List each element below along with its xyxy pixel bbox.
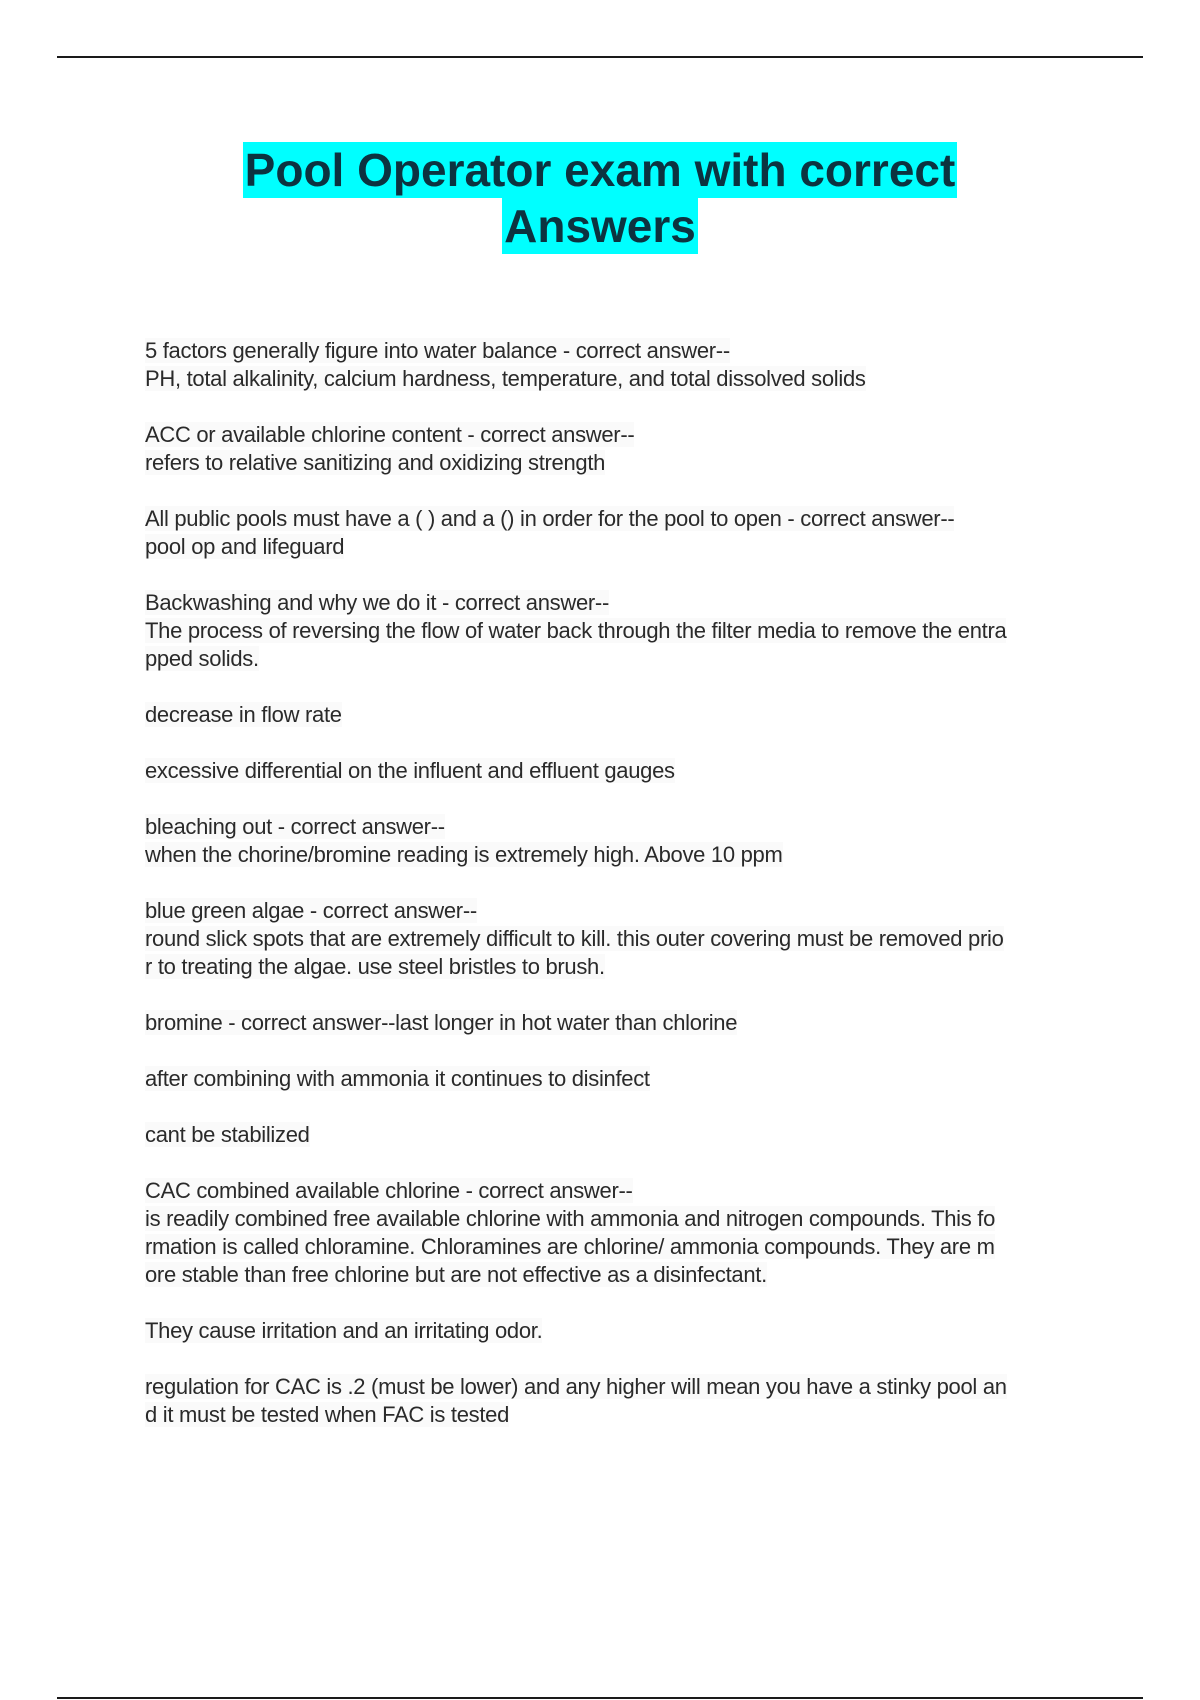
qa-paragraph [145, 897, 1095, 981]
text-line-content: refers to relative sanitizing and oxidizing strength [145, 450, 606, 475]
qa-paragraph [145, 1373, 1095, 1429]
text-line-content: ore stable than free chlorine but are not effective as a disinfectant. [145, 1262, 767, 1287]
text-line [145, 589, 1095, 617]
text-line [145, 1205, 1095, 1233]
text-line [145, 1233, 1095, 1261]
text-line [145, 1121, 1095, 1149]
qa-paragraph [145, 589, 1095, 673]
text-line [145, 337, 1095, 365]
qa-paragraph [145, 813, 1095, 869]
text-line-content: round slick spots that are extremely difficult to kill. this outer covering must be removed prio [145, 926, 1004, 951]
text-line [145, 421, 1095, 449]
text-line-content: r to treating the algae. use steel bristles to brush. [145, 954, 605, 979]
qa-content [145, 337, 1095, 1457]
text-line-content: excessive differential on the influent and effluent gauges [145, 758, 675, 783]
qa-paragraph [145, 1065, 1095, 1093]
page-title [0, 142, 1200, 254]
text-line [145, 1373, 1095, 1401]
text-line-content: 5 factors generally figure into water balance - correct answer-- [145, 338, 730, 363]
bottom-rule [57, 1697, 1143, 1699]
qa-paragraph [145, 337, 1095, 393]
text-line [145, 533, 1095, 561]
text-line [145, 1009, 1095, 1037]
text-line [145, 1065, 1095, 1093]
text-line [145, 365, 1095, 393]
text-line [145, 505, 1095, 533]
text-line-content: Backwashing and why we do it - correct answer-- [145, 590, 609, 615]
qa-paragraph [145, 421, 1095, 477]
text-line-content: CAC combined available chlorine - correct answer-- [145, 1178, 633, 1203]
text-line-content: is readily combined free available chlorine with ammonia and nitrogen compounds. This fo [145, 1206, 996, 1231]
text-line [145, 813, 1095, 841]
text-line-content: bleaching out - correct answer-- [145, 814, 445, 839]
text-line [145, 701, 1095, 729]
text-line-content: pped solids. [145, 646, 259, 671]
text-line-content: bromine - correct answer--last longer in hot water than chlorine [145, 1010, 738, 1035]
qa-paragraph [145, 505, 1095, 561]
text-line-content: ACC or available chlorine content - correct answer-- [145, 422, 635, 447]
text-line-content: pool op and lifeguard [145, 534, 345, 559]
text-line [145, 925, 1095, 953]
qa-paragraph [145, 1317, 1095, 1345]
qa-paragraph [145, 1121, 1095, 1149]
text-line [145, 1261, 1095, 1289]
text-line-content: when the chorine/bromine reading is extremely high. Above 10 ppm [145, 842, 783, 867]
text-line-content: rmation is called chloramine. Chloramines are chlorine/ ammonia compounds. They are m [145, 1234, 995, 1259]
text-line [145, 953, 1095, 981]
text-line [145, 1317, 1095, 1345]
text-line-content: blue green algae - correct answer-- [145, 898, 477, 923]
text-line [145, 645, 1095, 673]
qa-paragraph [145, 757, 1095, 785]
text-line-content: after combining with ammonia it continues to disinfect [145, 1066, 650, 1091]
text-line-content: d it must be tested when FAC is tested [145, 1402, 510, 1427]
text-line [145, 1401, 1095, 1429]
qa-paragraph [145, 1009, 1095, 1037]
text-line [145, 1177, 1095, 1205]
qa-paragraph [145, 701, 1095, 729]
text-line-content: The process of reversing the flow of water back through the filter media to remove the entra [145, 618, 1007, 643]
text-line [145, 449, 1095, 477]
text-line-content: cant be stabilized [145, 1122, 310, 1147]
text-line [145, 897, 1095, 925]
qa-paragraph [145, 1177, 1095, 1289]
text-line-content: regulation for CAC is .2 (must be lower) and any higher will mean you have a stinky pool an [145, 1374, 1007, 1399]
text-line [145, 617, 1095, 645]
title-line-1: Pool Operator exam with correct [244, 144, 956, 196]
text-line-content: decrease in flow rate [145, 702, 342, 727]
text-line [145, 757, 1095, 785]
text-line [145, 841, 1095, 869]
title-line-2: Answers [504, 200, 696, 252]
text-line-content: PH, total alkalinity, calcium hardness, temperature, and total dissolved solids [145, 366, 866, 391]
text-line-content: All public pools must have a ( ) and a () in order for the pool to open - correct answer-- [145, 506, 955, 531]
text-line-content: They cause irritation and an irritating odor. [145, 1318, 543, 1343]
top-rule [57, 56, 1143, 58]
